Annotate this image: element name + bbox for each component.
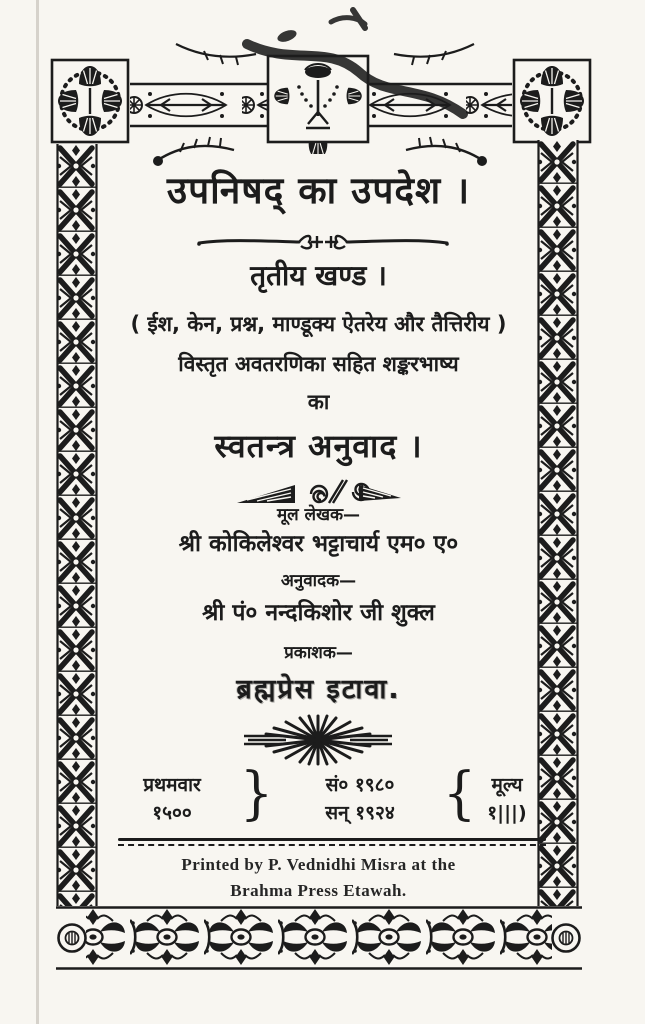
right-brace: }: [240, 761, 274, 827]
ink-smudge-artifact: [235, 6, 485, 136]
imprint: [100, 852, 537, 903]
year-block: [290, 772, 430, 827]
imprint-line-2: Brahma Press Etawah.: [230, 880, 407, 900]
publisher-label: प्रकाशक—: [284, 643, 353, 663]
corner-rosette-top-left: [50, 58, 130, 144]
starburst-ornament: [242, 714, 394, 766]
print-run: १५००: [152, 801, 192, 824]
corner-rosette-top-right: [512, 58, 592, 144]
book-title: उपनिषद् का उपदेश ।: [166, 169, 471, 212]
translator-label: अनुवादक—: [280, 571, 357, 591]
description-line-1: विस्तृत अवतरणिका सहित शङ्करभाष्य: [178, 352, 459, 376]
original-author: श्री कोकिलेश्वर भट्टाचार्य एम० ए०: [178, 531, 459, 557]
title-divider-ornament: [195, 228, 451, 254]
price-value: १|||): [487, 801, 527, 824]
work-type: स्वतन्त्र अनुवाद ।: [214, 427, 423, 465]
band-end-medallion-left: [59, 925, 86, 952]
scan-edge-shadow: [36, 0, 39, 1024]
double-rule: [118, 838, 546, 846]
edition-label: प्रथमवार: [143, 774, 201, 796]
translator: श्री पं० नन्दकिशोर जी शुक्ल: [202, 600, 435, 626]
leaf-sprig-right: [400, 136, 490, 168]
original-author-label: मूल लेखक—: [276, 505, 361, 525]
left-brace: {: [443, 761, 477, 827]
ce-year: सन् १९२४: [325, 801, 395, 824]
price-block: [462, 772, 552, 827]
part-number: तृतीय खण्ड ।: [250, 259, 387, 292]
edition-block: [112, 772, 232, 827]
imprint-line-1: Printed by P. Vednidhi Misra at the: [181, 855, 456, 874]
band-end-medallion-right: [553, 925, 580, 952]
side-border-left: [56, 144, 98, 906]
price-label: मूल्य: [491, 774, 523, 796]
bottom-border-band: [56, 906, 582, 970]
leaf-sprig-left: [150, 136, 240, 168]
samvat-year: सं० १९८०: [325, 774, 395, 796]
included-upanishads: ( ईश, केन, प्रश्न, माण्डूक्य ऐतरेय और तैत्तिरीय ): [130, 312, 507, 336]
publisher: ब्रह्मप्रेस इटावा.: [236, 674, 401, 705]
description-line-2: का: [307, 390, 330, 414]
